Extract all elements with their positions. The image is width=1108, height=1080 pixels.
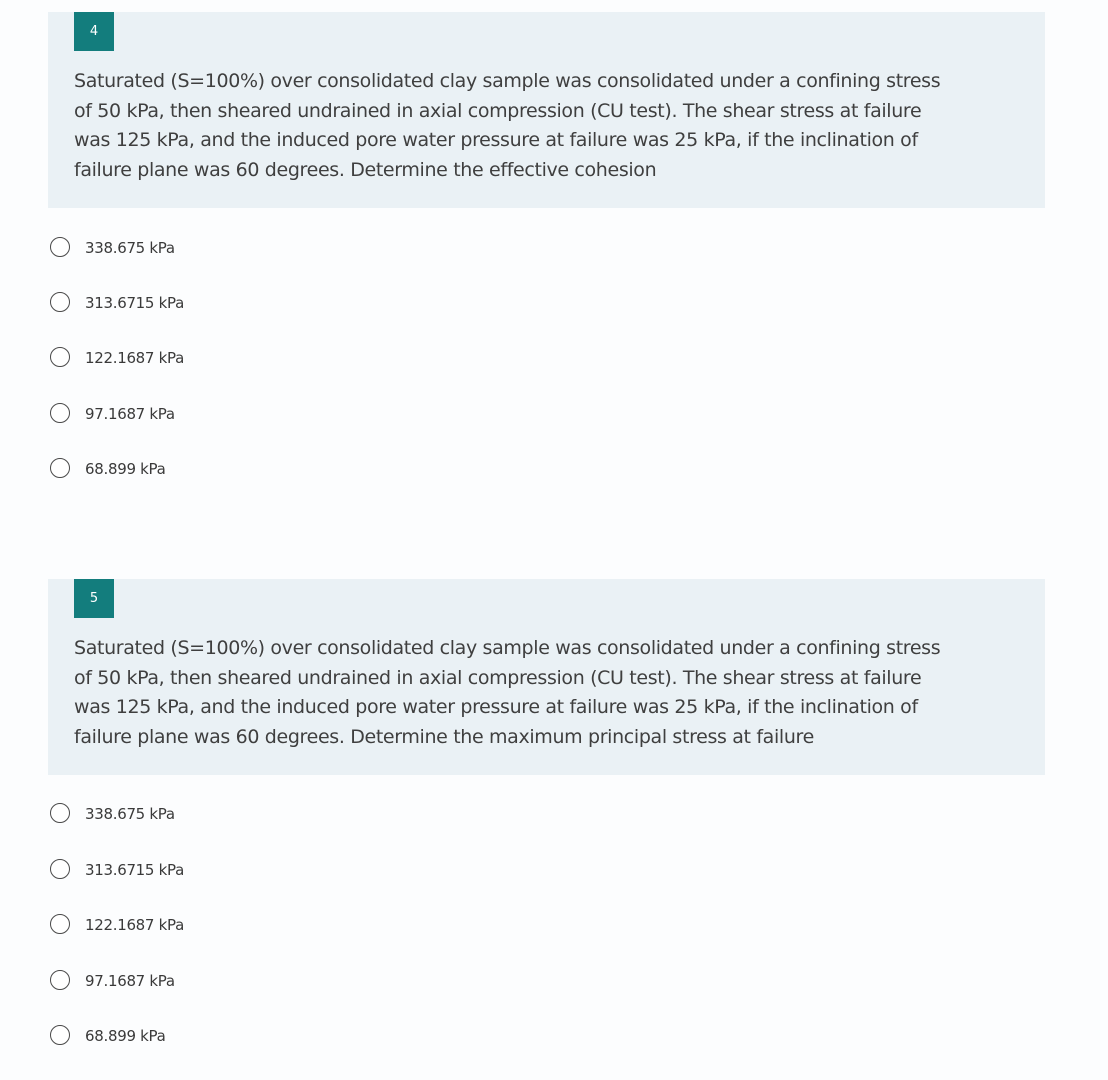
option-radio[interactable] [48, 236, 448, 264]
radio-circle-icon[interactable] [50, 458, 70, 478]
option-label: 68.899 kPa [85, 460, 166, 478]
option-radio[interactable] [48, 291, 448, 319]
option-label: 313.6715 kPa [85, 861, 184, 879]
option-label: 97.1687 kPa [85, 972, 175, 990]
radio-circle-icon[interactable] [50, 403, 70, 423]
option-label: 338.675 kPa [85, 239, 175, 257]
question-text: Saturated (S=100%) over consolidated clay sample was consolidated under a confining stress of 50 kPa, then sheared undrained in axial compression (CU test). The shear stress at failure was 125 kPa, and the induced pore water pressure at failure was 25 kPa, if the inclination of failure plane was 60 degrees. Determine the maximum principal stress at failure [74, 637, 941, 748]
option-label: 68.899 kPa [85, 1027, 166, 1045]
radio-circle-icon[interactable] [50, 237, 70, 257]
option-label: 313.6715 kPa [85, 294, 184, 312]
option-radio[interactable] [48, 802, 448, 830]
radio-circle-icon[interactable] [50, 859, 70, 879]
option-label: 122.1687 kPa [85, 916, 184, 934]
option-radio[interactable] [48, 969, 448, 997]
option-radio[interactable] [48, 402, 448, 430]
radio-circle-icon[interactable] [50, 347, 70, 367]
radio-circle-icon[interactable] [50, 970, 70, 990]
option-label: 97.1687 kPa [85, 405, 175, 423]
radio-circle-icon[interactable] [50, 292, 70, 312]
radio-circle-icon[interactable] [50, 914, 70, 934]
question-header [48, 12, 1045, 208]
option-radio[interactable] [48, 858, 448, 886]
question-number-badge: 4 [74, 12, 114, 51]
option-label: 338.675 kPa [85, 805, 175, 823]
question-text: Saturated (S=100%) over consolidated clay sample was consolidated under a confining stress of 50 kPa, then sheared undrained in axial compression (CU test). The shear stress at failure was 125 kPa, and the induced pore water pressure at failure was 25 kPa, if the inclination of failure plane was 60 degrees. Determine the effective cohesion [74, 70, 941, 181]
radio-circle-icon[interactable] [50, 803, 70, 823]
option-label: 122.1687 kPa [85, 349, 184, 367]
option-radio[interactable] [48, 1024, 448, 1052]
option-radio[interactable] [48, 457, 448, 485]
question-header [48, 579, 1045, 775]
option-radio[interactable] [48, 913, 448, 941]
option-radio[interactable] [48, 346, 448, 374]
question-number-badge: 5 [74, 579, 114, 618]
radio-circle-icon[interactable] [50, 1025, 70, 1045]
